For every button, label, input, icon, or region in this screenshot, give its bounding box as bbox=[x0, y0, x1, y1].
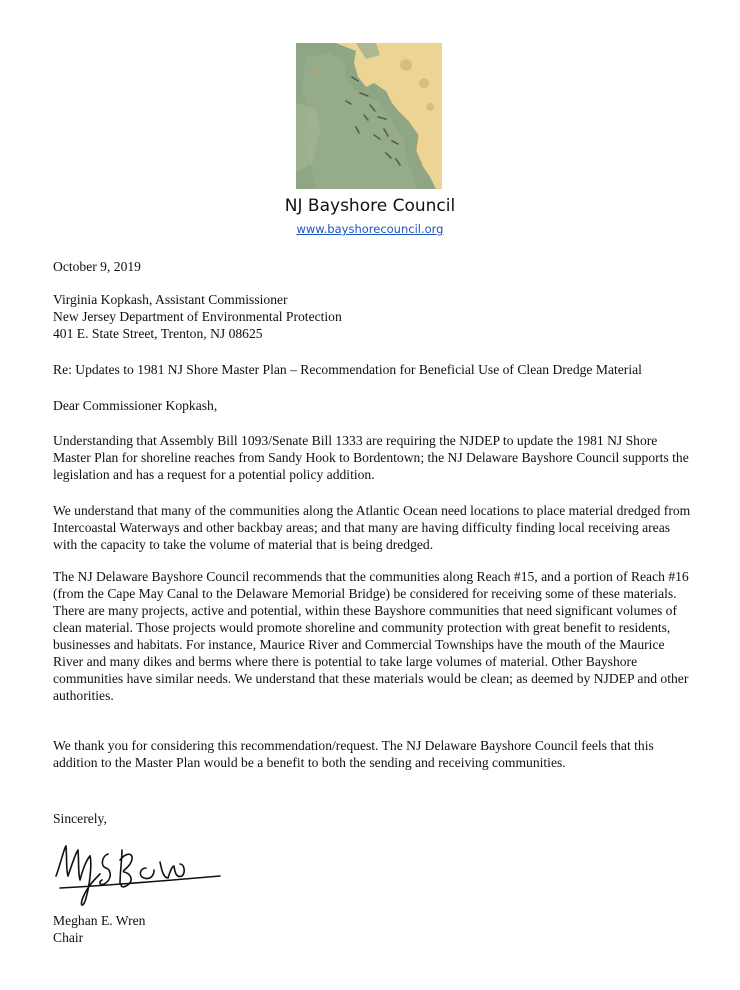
signer-name: Meghan E. Wren bbox=[53, 913, 146, 928]
body-paragraph-3: The NJ Delaware Bayshore Council recommends that the communities along Reach #15, and a portion of Reach #16 (from the Cape May Canal to the Delaware Memorial Bridge) be considered for receiving some of these materials. There are many projects, active and potential, within these Bayshore communities that need significant volumes of clean material. Those projects would promote shoreline and community protection with great benefit to residents, businesses and habitats. For instance, Maurice River and Commercial Townships have the mouth of the Maurice River and many dikes and berms where there is potential to take large volumes of material. Other Bayshore communities have similar needs. We understand that these materials would be clean; as deemed by NJDEP and other authorities. bbox=[53, 569, 689, 703]
subject-line: Re: Updates to 1981 NJ Shore Master Plan – Recommendation for Beneficial Use of Clean Dredge Material bbox=[53, 362, 642, 377]
recipient-street: 401 E. State Street, Trenton, NJ 08625 bbox=[53, 326, 263, 341]
recipient-address bbox=[53, 291, 693, 342]
body-paragraph-4: We thank you for considering this recommendation/request. The NJ Delaware Bayshore Council feels that this addition to the Master Plan would be a benefit to both the sending and receiving communities. bbox=[53, 738, 654, 770]
body-paragraph-1: Understanding that Assembly Bill 1093/Senate Bill 1333 are requiring the NJDEP to update the 1981 NJ Shore Master Plan for shoreline reaches from Sandy Hook to Bordentown; the NJ Delaware Bayshore Council supports the legislation and has a request for a potential policy addition. bbox=[53, 433, 689, 482]
website-link[interactable]: www.bayshorecouncil.org bbox=[296, 222, 444, 236]
org-name: NJ Bayshore Council bbox=[284, 196, 456, 216]
letter-date: October 9, 2019 bbox=[53, 259, 141, 274]
body-paragraph-2: We understand that many of the communities along the Atlantic Ocean need locations to place material dredged from Intercoastal Waterways and other backbay areas; and that many are having difficulty finding local receiving areas with the capacity to take the volume of material that is being dredged. bbox=[53, 503, 691, 552]
salutation: Dear Commissioner Kopkash, bbox=[53, 398, 218, 413]
closing: Sincerely, bbox=[53, 811, 107, 826]
recipient-department: New Jersey Department of Environmental Protection bbox=[53, 309, 342, 324]
bayshore-map-icon bbox=[296, 43, 442, 189]
signature-image bbox=[50, 836, 230, 916]
signer-title: Chair bbox=[53, 930, 84, 945]
recipient-name: Virginia Kopkash, Assistant Commissioner bbox=[53, 292, 288, 307]
